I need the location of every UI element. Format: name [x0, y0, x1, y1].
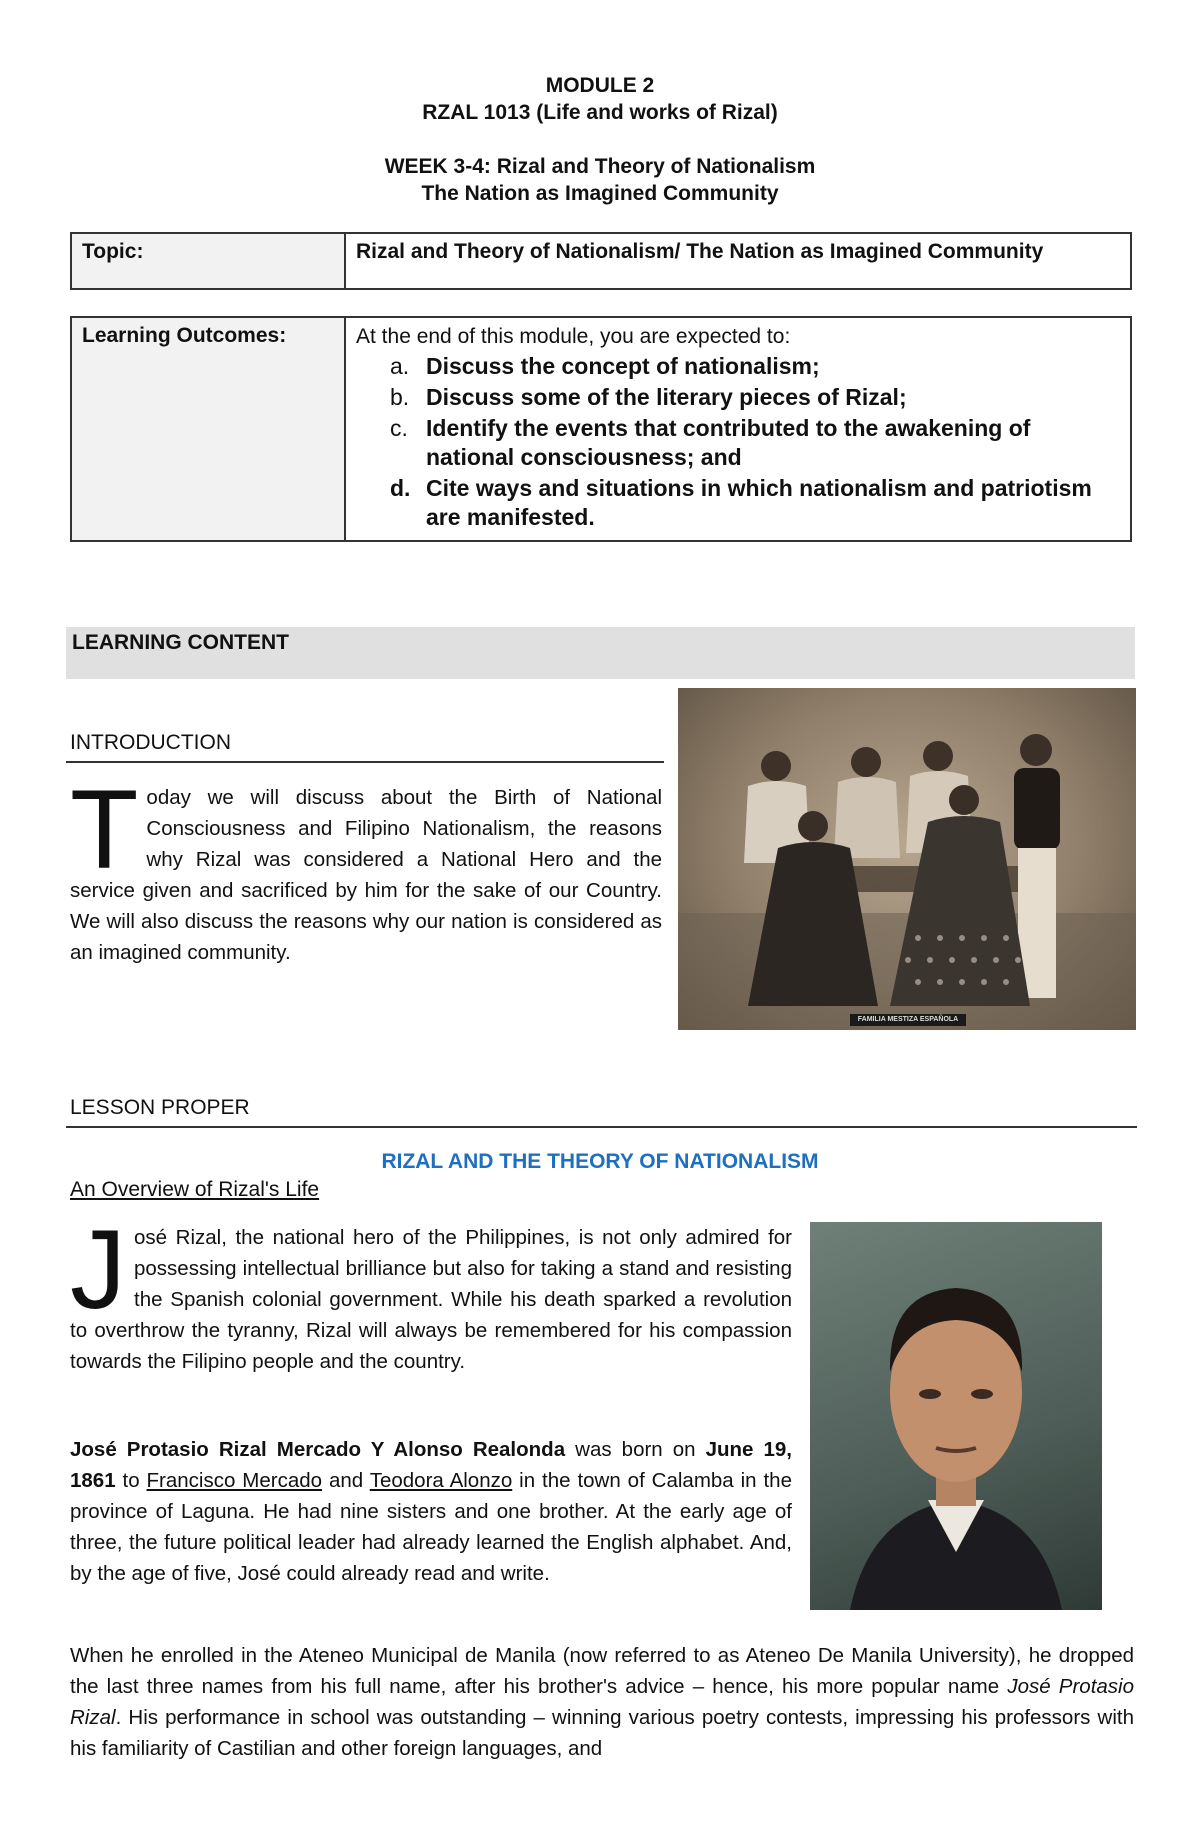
family-photo: [678, 688, 1136, 1030]
outcomes-cell: [345, 317, 1131, 541]
drop-cap: J: [70, 1207, 126, 1332]
rizal-education-paragraph: When he enrolled in the Ateneo Municipal de Manila (now referred to as Ateneo De Manila University), he dropped the last three names from his full name, after his brother's advice – hence, his more popular name José Protasio Rizal. His performance in school was outstanding – winning various poetry contests, impressing his professors with his familiarity of Castilian and other foreign languages, and: [70, 1644, 1134, 1760]
rizal-overview-paragraph: José Rizal, the national hero of the Philippines, is not only admired for possessing intellectual brilliance but also for taking a stand and resisting the Spanish colonial government. While his death sparked a revolution to overthrow the tyranny, Rizal will always be remembered for his compassion towards the Filipino people and the country.: [70, 1207, 792, 1373]
rizal-portrait: [810, 1222, 1102, 1610]
outcomes-intro: At the end of this module, you are expected to:: [356, 325, 791, 348]
list-item: c. Identify the events that contributed to the awakening of national consciousness; and: [390, 415, 1031, 470]
learning-content-heading: LEARNING CONTENT: [72, 631, 289, 654]
rizal-portrait-figure: [810, 1222, 1102, 1610]
module-label: MODULE 2: [545, 74, 655, 97]
overview-link[interactable]: An Overview of Rizal's Life: [70, 1178, 320, 1201]
lesson-title: RIZAL AND THE THEORY OF NATIONALISM: [381, 1150, 819, 1173]
photo-caption: FAMILIA MESTIZA ESPAÑOLA: [857, 1016, 959, 1023]
topic-value: Rizal and Theory of Nationalism/ The Nation as Imagined Community: [345, 233, 1131, 289]
lesson-heading: LESSON PROPER: [70, 1096, 250, 1119]
page-subtitle: The Nation as Imagined Community: [421, 182, 779, 205]
list-item: a. Discuss the concept of nationalism;: [390, 353, 820, 379]
topic-label: Topic:: [71, 233, 345, 289]
introduction-paragraph: Today we will discuss about the Birth of National Consciousness and Filipino Nationalism, the reasons why Rizal was considered a National Hero and the service given and sacrificed by him for the sake of our Country. We will also discuss the reasons why our nation is considered as an imagined community.: [70, 767, 662, 964]
lesson-rule: [66, 1126, 1137, 1128]
outcomes-label: Learning Outcomes:: [71, 317, 345, 541]
introduction-heading: INTRODUCTION: [70, 731, 231, 754]
list-item: d. Cite ways and situations in which nationalism and patriotism are manifested.: [390, 475, 1092, 530]
family-photo-figures: [678, 688, 1136, 1030]
drop-cap: T: [70, 767, 139, 892]
course-title: RZAL 1013 (Life and works of Rizal): [422, 101, 778, 124]
learning-content-band: [66, 627, 1135, 679]
topic-table: [70, 232, 1132, 290]
list-item: b. Discuss some of the literary pieces of Rizal;: [390, 384, 907, 410]
outcomes-list: [356, 352, 1120, 532]
rizal-birth-paragraph: José Protasio Rizal Mercado Y Alonso Realonda was born on June 19, 1861 to Francisco Mercado and Teodora Alonzo in the town of Calamba in the province of Laguna. He had nine sisters and one brother. At the early age of three, the future political leader had already learned the English alphabet. And, by the age of five, José could already read and write.: [70, 1438, 793, 1585]
introduction-rule: [66, 761, 664, 763]
week-title: WEEK 3-4: Rizal and Theory of Nationalism: [384, 155, 816, 178]
outcomes-table: [70, 316, 1132, 542]
